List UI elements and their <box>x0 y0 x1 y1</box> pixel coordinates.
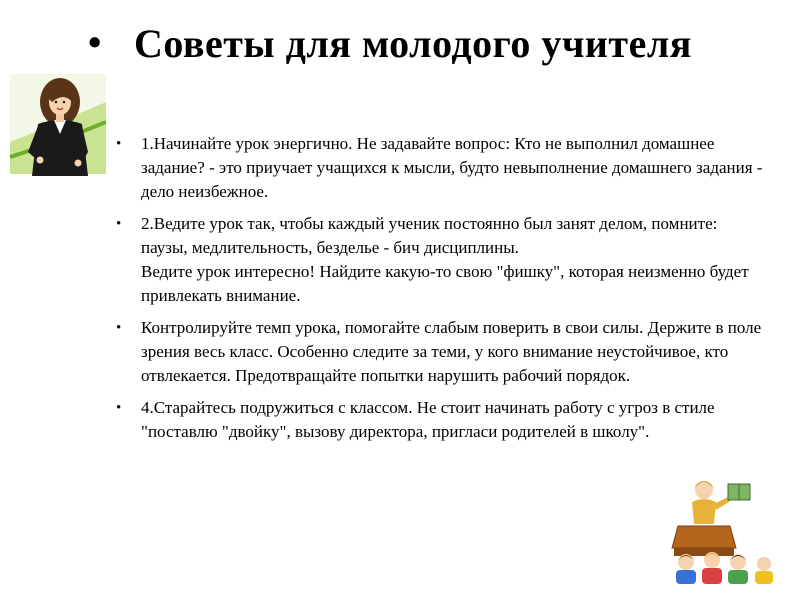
bullet-icon: • <box>116 136 122 152</box>
student-body-1 <box>676 570 696 584</box>
left-hand <box>37 157 44 164</box>
classroom-image <box>664 476 792 586</box>
student-head-2 <box>704 552 720 568</box>
right-eye <box>63 101 66 104</box>
teacher-body <box>692 499 716 524</box>
tip-text: 1.Начинайте урок энергично. Не задавайте вопрос: Кто не выполнил домашнее задание? - это приучает учащихся к мысли, будто невыполнение домашнего задания - дело неизбежное. <box>141 134 763 201</box>
right-hand <box>75 160 82 167</box>
bullet-icon: • <box>116 320 122 336</box>
list-item <box>116 212 766 308</box>
bullet-icon: • <box>116 400 122 416</box>
teacher-woman-image <box>8 72 108 176</box>
student-body-2 <box>702 568 722 584</box>
student-head-4 <box>757 557 771 571</box>
bullet-icon: • <box>116 216 122 232</box>
tips-list <box>116 132 766 452</box>
title-bullet: • <box>88 22 102 64</box>
page-title: Советы для молодого учителя <box>134 20 692 66</box>
tip-text: 4.Старайтесь подружиться с классом. Не стоит начинать работу с угроз в стиле "поставлю "двойку", вызову директора, пригласи родителей в школу". <box>141 398 715 441</box>
student-head-3 <box>730 554 746 570</box>
left-eye <box>55 101 58 104</box>
student-body-4 <box>755 571 773 584</box>
desk <box>672 526 736 548</box>
list-item <box>116 316 766 388</box>
student-head-1 <box>678 554 694 570</box>
list-item <box>116 132 766 204</box>
title-row <box>88 12 788 74</box>
tip-text: Контролируйте темп урока, помогайте слабым поверить в свои силы. Держите в поле зрения весь класс. Особенно следите за теми, у кого внимание неустойчивое, кто отвлекается. Предотвращайте попытки нарушить рабочий порядок. <box>141 318 762 385</box>
list-item <box>116 396 766 444</box>
tip-text: 2.Ведите урок так, чтобы каждый ученик постоянно был занят делом, помните: паузы, медлительность, безделье - бич дисциплины. Ведите урок интересно! Найдите какую-то свою "фишку", которая неизменно будет привлекать внимание. <box>141 214 749 305</box>
student-body-3 <box>728 570 748 584</box>
